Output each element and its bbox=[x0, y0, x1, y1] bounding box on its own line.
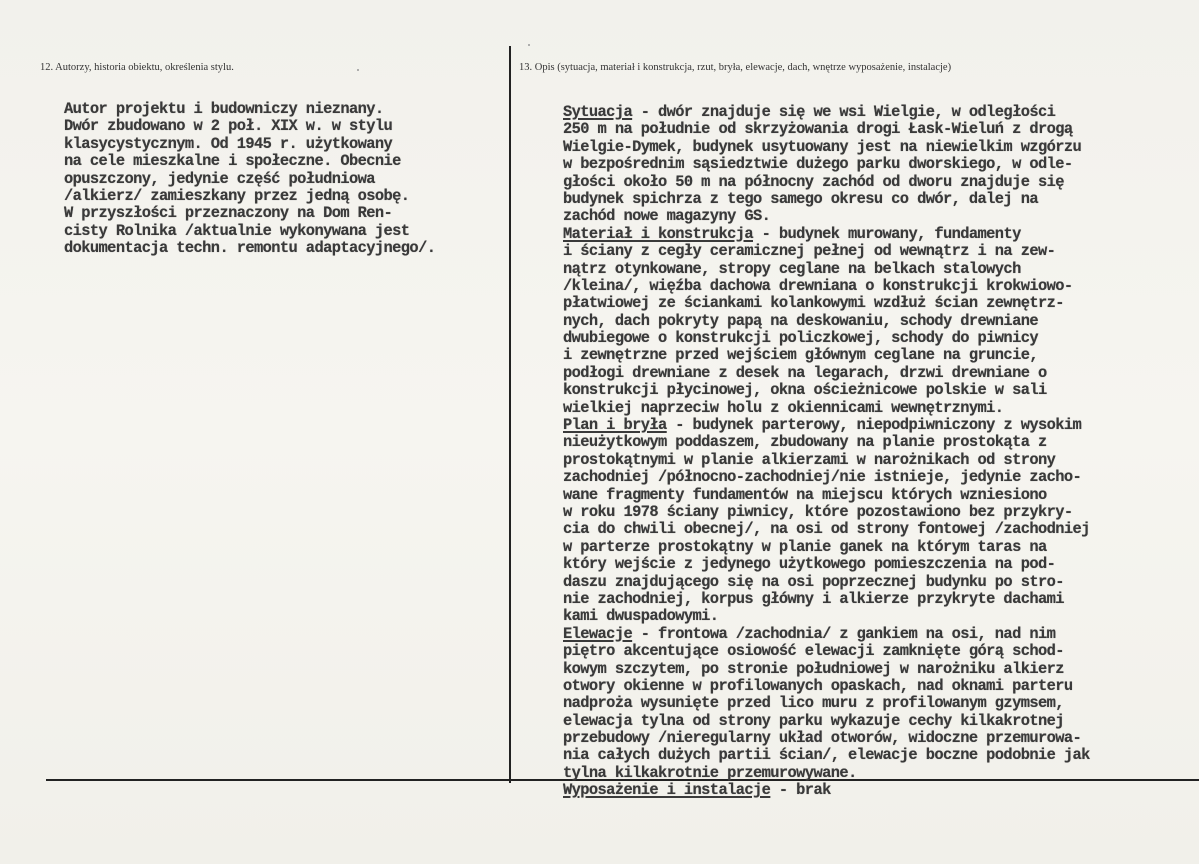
description-line bbox=[563, 469, 1090, 486]
section-heading: Sytuacja bbox=[563, 103, 633, 121]
description-text: głości około 50 m na północny zachód od dworu znajduje się bbox=[563, 172, 1064, 191]
description-text: konstrukcji płycinowej, okna ościeżnicowe polskie w sali bbox=[563, 381, 1047, 400]
description-text: Wielgie-Dymek, budynek usytuowany jest na niewielkim wzgórzu bbox=[563, 137, 1082, 156]
description-text: 250 m na południe od skrzyżowania drogi Łask-Wieluń z drogą bbox=[563, 120, 1073, 139]
description-text: zachodniej /północno-zachodniej/nie istnieje, jedynie zacho- bbox=[563, 468, 1082, 487]
description-line bbox=[563, 278, 1090, 295]
description-text: i ściany z cegły ceramicznej pełnej od wewnątrz i na zew- bbox=[563, 242, 1056, 261]
description-line bbox=[563, 574, 1090, 591]
description-text: nadproża wysunięte przed lico muru z profilowanym gzymsem, bbox=[563, 694, 1064, 713]
description-text: - dwór znajduje się we wsi Wielgie, w odległości bbox=[632, 103, 1056, 121]
description-line bbox=[563, 365, 1090, 382]
description-text: nątrz otynkowane, stropy ceglane na belkach stalowych bbox=[563, 259, 1021, 278]
history-line: Dwór zbudowano w 2 poł. XIX w. w stylu bbox=[64, 117, 393, 136]
description-line bbox=[563, 747, 1090, 764]
description-text: wane fragmenty fundamentów na miejscu których wzniesiono bbox=[563, 485, 1047, 504]
description-text-block bbox=[563, 104, 1090, 800]
section-13-header: 13. Opis (sytuacja, materiał i konstrukcja, rzut, bryła, elewacje, dach, wnętrze wyposażenie, instalacje) bbox=[519, 62, 952, 73]
description-text: otwory okienne w profilowanych opaskach, nad oknami parteru bbox=[563, 676, 1073, 695]
description-text: piętro akcentujące osiowość elewacji zamknięte górą schod- bbox=[563, 642, 1064, 661]
description-line bbox=[563, 417, 1090, 434]
description-line bbox=[563, 782, 1090, 799]
description-text: - budynek murowany, fundamenty bbox=[753, 224, 1021, 243]
description-line bbox=[563, 626, 1090, 643]
description-text: nia całych dużych partii ścian/, elewacje boczne podobnie jak bbox=[563, 746, 1090, 765]
description-line bbox=[563, 226, 1090, 243]
section-heading: Elewacje bbox=[563, 624, 633, 643]
description-line bbox=[563, 139, 1090, 156]
description-line bbox=[563, 400, 1090, 417]
history-line: W przyszłości przeznaczony na Dom Ren- bbox=[64, 204, 393, 223]
description-text: wielkiej naprzeciw holu z okiennicami wewnętrznymi. bbox=[563, 398, 1004, 417]
description-line bbox=[563, 730, 1090, 747]
description-line bbox=[563, 452, 1090, 469]
description-text: nych, dach pokryty papą na deskowaniu, schody drewniane bbox=[563, 311, 1038, 330]
description-text: nieużytkowym poddaszem, zbudowany na planie prostokąta z bbox=[563, 433, 1047, 452]
description-text: elewacja tylna od strony parku wykazuje cechy kilkakrotnej bbox=[563, 711, 1064, 730]
description-line bbox=[563, 434, 1090, 451]
description-line bbox=[563, 695, 1090, 712]
description-text: w parterze prostokątny w planie ganek na którym taras na bbox=[563, 537, 1047, 556]
description-line bbox=[563, 121, 1090, 138]
description-line bbox=[563, 487, 1090, 504]
description-line bbox=[563, 521, 1090, 538]
description-text: w roku 1978 ściany piwnicy, które pozostawiono bez przykry- bbox=[563, 502, 1073, 521]
history-text-block bbox=[64, 101, 435, 258]
description-line bbox=[563, 243, 1090, 260]
description-text: kami dwuspadowymi. bbox=[563, 607, 719, 626]
description-line bbox=[563, 504, 1090, 521]
description-line bbox=[563, 313, 1090, 330]
description-text: i zewnętrzne przed wejściem głównym ceglane na gruncie, bbox=[563, 346, 1038, 365]
description-text: podłogi drewniane z desek na legarach, drzwi drewniane o bbox=[563, 363, 1047, 382]
description-text: nie zachodniej, korpus główny i alkierze przykryte dachami bbox=[563, 589, 1064, 608]
description-text: - frontowa /zachodnia/ z gankiem na osi, nad nim bbox=[632, 624, 1056, 643]
history-line: klasycystycznym. Od 1945 r. użytkowany bbox=[64, 134, 393, 153]
section-12-header: 12. Autorzy, historia obiektu, określenia stylu. bbox=[40, 62, 234, 73]
history-line: Autor projektu i budowniczy nieznany. bbox=[64, 100, 384, 118]
description-line bbox=[563, 539, 1090, 556]
description-line bbox=[563, 591, 1090, 608]
description-text: płatwiowej ze ściankami kolankowymi wzdłuż ścian zewnętrz- bbox=[563, 294, 1064, 313]
description-text: tylna kilkakrotnie przemurowywane. bbox=[563, 763, 857, 782]
description-text: /kleina/, więźba dachowa drewniana o konstrukcji krokwiowo- bbox=[563, 276, 1073, 295]
description-text: który wejście z jedynego użytkowego pomieszczenia na pod- bbox=[563, 555, 1056, 574]
description-line bbox=[563, 765, 1090, 782]
description-text: cia do chwili obecnej/, na osi od strony fontowej /zachodniej bbox=[563, 520, 1090, 539]
paper-speck bbox=[528, 44, 530, 46]
description-line bbox=[563, 678, 1090, 695]
description-line bbox=[563, 330, 1090, 347]
section-heading: Plan i bryła bbox=[563, 416, 667, 435]
description-line bbox=[563, 104, 1090, 121]
history-line: opuszczony, jedynie część południowa bbox=[64, 169, 375, 188]
description-line bbox=[563, 174, 1090, 191]
description-text: zachód nowe magazyny GS. bbox=[563, 207, 771, 226]
history-line: cisty Rolnika /aktualnie wykonywana jest bbox=[64, 221, 410, 240]
description-text: dwubiegowe o konstrukcji policzkowej, schody do piwnicy bbox=[563, 329, 1038, 348]
section-heading: Wyposażenie i instalacje bbox=[563, 781, 771, 800]
description-text: kowym szczytem, po stronie południowej w narożniku alkierz bbox=[563, 659, 1064, 678]
history-line: /alkierz/ zamieszkany przez jedną osobę. bbox=[64, 186, 410, 205]
description-line bbox=[563, 208, 1090, 225]
description-text: prostokątnymi w planie alkierzami w narożnikach od strony bbox=[563, 450, 1056, 469]
description-line bbox=[563, 713, 1090, 730]
description-text: w bezpośrednim sąsiedztwie dużego parku dworskiego, w odle- bbox=[563, 155, 1073, 174]
description-text: - brak bbox=[770, 781, 831, 800]
description-line bbox=[563, 608, 1090, 625]
description-text: przebudowy /nieregularny układ otworów, widoczne przemurowa- bbox=[563, 729, 1082, 748]
history-line: na cele mieszkalne i społeczne. Obecnie bbox=[64, 152, 401, 171]
description-line bbox=[563, 556, 1090, 573]
history-line: dokumentacja techn. remontu adaptacyjnego/. bbox=[64, 239, 436, 258]
vertical-divider bbox=[509, 46, 511, 783]
description-line bbox=[563, 261, 1090, 278]
description-line bbox=[563, 191, 1090, 208]
description-text: budynek spichrza z tego samego okresu co dwór, dalej na bbox=[563, 189, 1038, 208]
description-line bbox=[563, 347, 1090, 364]
description-line bbox=[563, 156, 1090, 173]
paper-speck bbox=[357, 69, 359, 71]
description-text: daszu znajdującego się na osi poprzecznej budynku po stro- bbox=[563, 572, 1064, 591]
description-text: - budynek parterowy, niepodpiwniczony z wysokim bbox=[666, 416, 1082, 435]
section-heading: Materiał i konstrukcja bbox=[563, 224, 753, 243]
description-line bbox=[563, 295, 1090, 312]
description-line bbox=[563, 661, 1090, 678]
description-line bbox=[563, 643, 1090, 660]
description-line bbox=[563, 382, 1090, 399]
